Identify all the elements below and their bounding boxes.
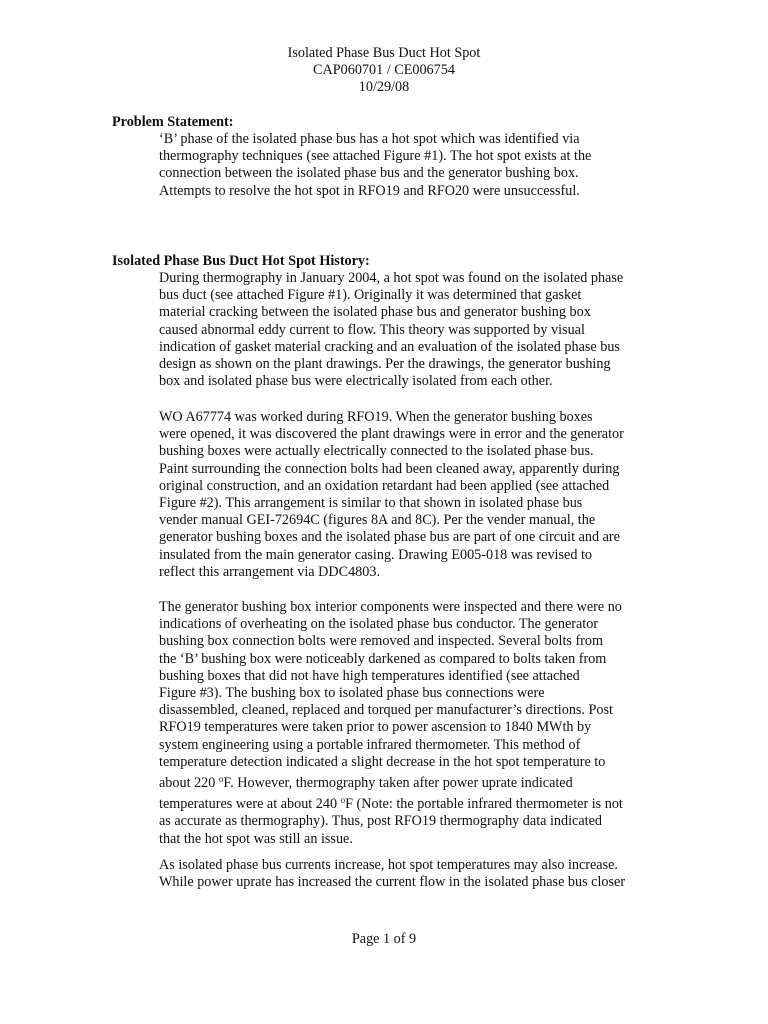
text-line: bushing boxes were actually electrically connected to the isolated phase bus. [159, 443, 594, 460]
document-reference: CAP060701 / CE006754 [313, 62, 455, 78]
text-line: as accurate as thermography). Thus, post RFO19 thermography data indicated [159, 813, 602, 830]
text-line: thermography techniques (see attached Figure #1). The hot spot exists at the [159, 148, 592, 165]
history-paragraph-3 [159, 599, 659, 848]
text-line: the ‘B’ bushing box were noticeably darkened as compared to bolts taken from [159, 650, 607, 667]
text-line: Figure #2). This arrangement is similar to that shown in isolated phase bus [159, 495, 583, 512]
text-line: design as shown on the plant drawings. Per the drawings, the generator bushing [159, 356, 611, 373]
page-number: Page 1 of 9 [351, 931, 417, 947]
text-line: temperature detection indicated a slight decrease in the hot spot temperature to [159, 753, 606, 770]
text-line: bushing box connection bolts were removed and inspected. Several bolts from [159, 633, 604, 650]
degree-symbol: o [218, 774, 224, 785]
temp-suffix: F. However, thermography taken after power uprate indicated [223, 775, 573, 792]
text-line: As isolated phase bus currents increase, hot spot temperatures may also increase. [159, 857, 618, 873]
history-paragraph-4 [159, 857, 659, 891]
history-heading: Isolated Phase Bus Duct Hot Spot History: [112, 253, 370, 269]
temp-suffix: F (Note: the portable infrared thermometer is not [345, 796, 623, 813]
text-line: insulated from the main generator casing. Drawing E005-018 was revised to [159, 546, 592, 563]
text-line: Attempts to resolve the hot spot in RFO19 and RFO20 were unsuccessful. [159, 182, 580, 199]
history-paragraph-1 [159, 270, 659, 390]
text-line: material cracking between the isolated phase bus and generator bushing box [159, 304, 591, 321]
text-line: indication of gasket material cracking and an evaluation of the isolated phase bus [159, 338, 620, 355]
temperature-line [159, 771, 659, 792]
text-line: that the hot spot was still an issue. [159, 830, 353, 847]
text-line: reflect this arrangement via DDC4803. [159, 563, 381, 580]
document-title: Isolated Phase Bus Duct Hot Spot [287, 45, 481, 61]
text-line: While power uprate has increased the current flow in the isolated phase bus closer [159, 874, 626, 891]
problem-statement-body [159, 131, 659, 200]
text-line: The generator bushing box interior components were inspected and there were no [159, 599, 622, 615]
text-line: WO A67774 was worked during RFO19. When the generator bushing boxes [159, 409, 593, 425]
text-line: connection between the isolated phase bus and the generator bushing box. [159, 165, 579, 182]
text-line: box and isolated phase bus were electrically isolated from each other. [159, 373, 553, 390]
text-line: bushing boxes that did not have high temperatures identified (see attached [159, 667, 580, 684]
text-line: generator bushing boxes and the isolated phase bus are part of one circuit and are [159, 529, 620, 546]
problem-statement-heading: Problem Statement: [112, 114, 234, 130]
temperature-line [159, 792, 659, 813]
document-date: 10/29/08 [358, 79, 410, 95]
text-line: caused abnormal eddy current to flow. This theory was supported by visual [159, 321, 585, 338]
temp-prefix: about 220 [159, 775, 219, 792]
text-line: indications of overheating on the isolated phase bus conductor. The generator [159, 616, 599, 633]
text-line: RFO19 temperatures were taken prior to power ascension to 1840 MWth by [159, 719, 592, 736]
document-header [0, 45, 768, 96]
text-line: During thermography in January 2004, a hot spot was found on the isolated phase [159, 270, 624, 286]
text-line: bus duct (see attached Figure #1). Originally it was determined that gasket [159, 287, 582, 304]
text-line: system engineering using a portable infrared thermometer. This method of [159, 736, 581, 753]
text-line: disassembled, cleaned, replaced and torqued per manufacturer’s directions. Post [159, 702, 613, 719]
degree-symbol: o [340, 795, 346, 806]
history-paragraph-2 [159, 409, 659, 581]
text-line: vender manual GEI-72694C (figures 8A and 8C). Per the vender manual, the [159, 512, 596, 529]
text-line: ‘B’ phase of the isolated phase bus has a hot spot which was identified via [159, 131, 580, 147]
temp-prefix: temperatures were at about 240 [159, 796, 341, 813]
text-line: Figure #3). The bushing box to isolated phase bus connections were [159, 685, 545, 702]
text-line: were opened, it was discovered the plant drawings were in error and the generator [159, 426, 624, 443]
text-line: original construction, and an oxidation retardant had been applied (see attached [159, 477, 610, 494]
text-line: Paint surrounding the connection bolts had been cleaned away, apparently during [159, 460, 620, 477]
